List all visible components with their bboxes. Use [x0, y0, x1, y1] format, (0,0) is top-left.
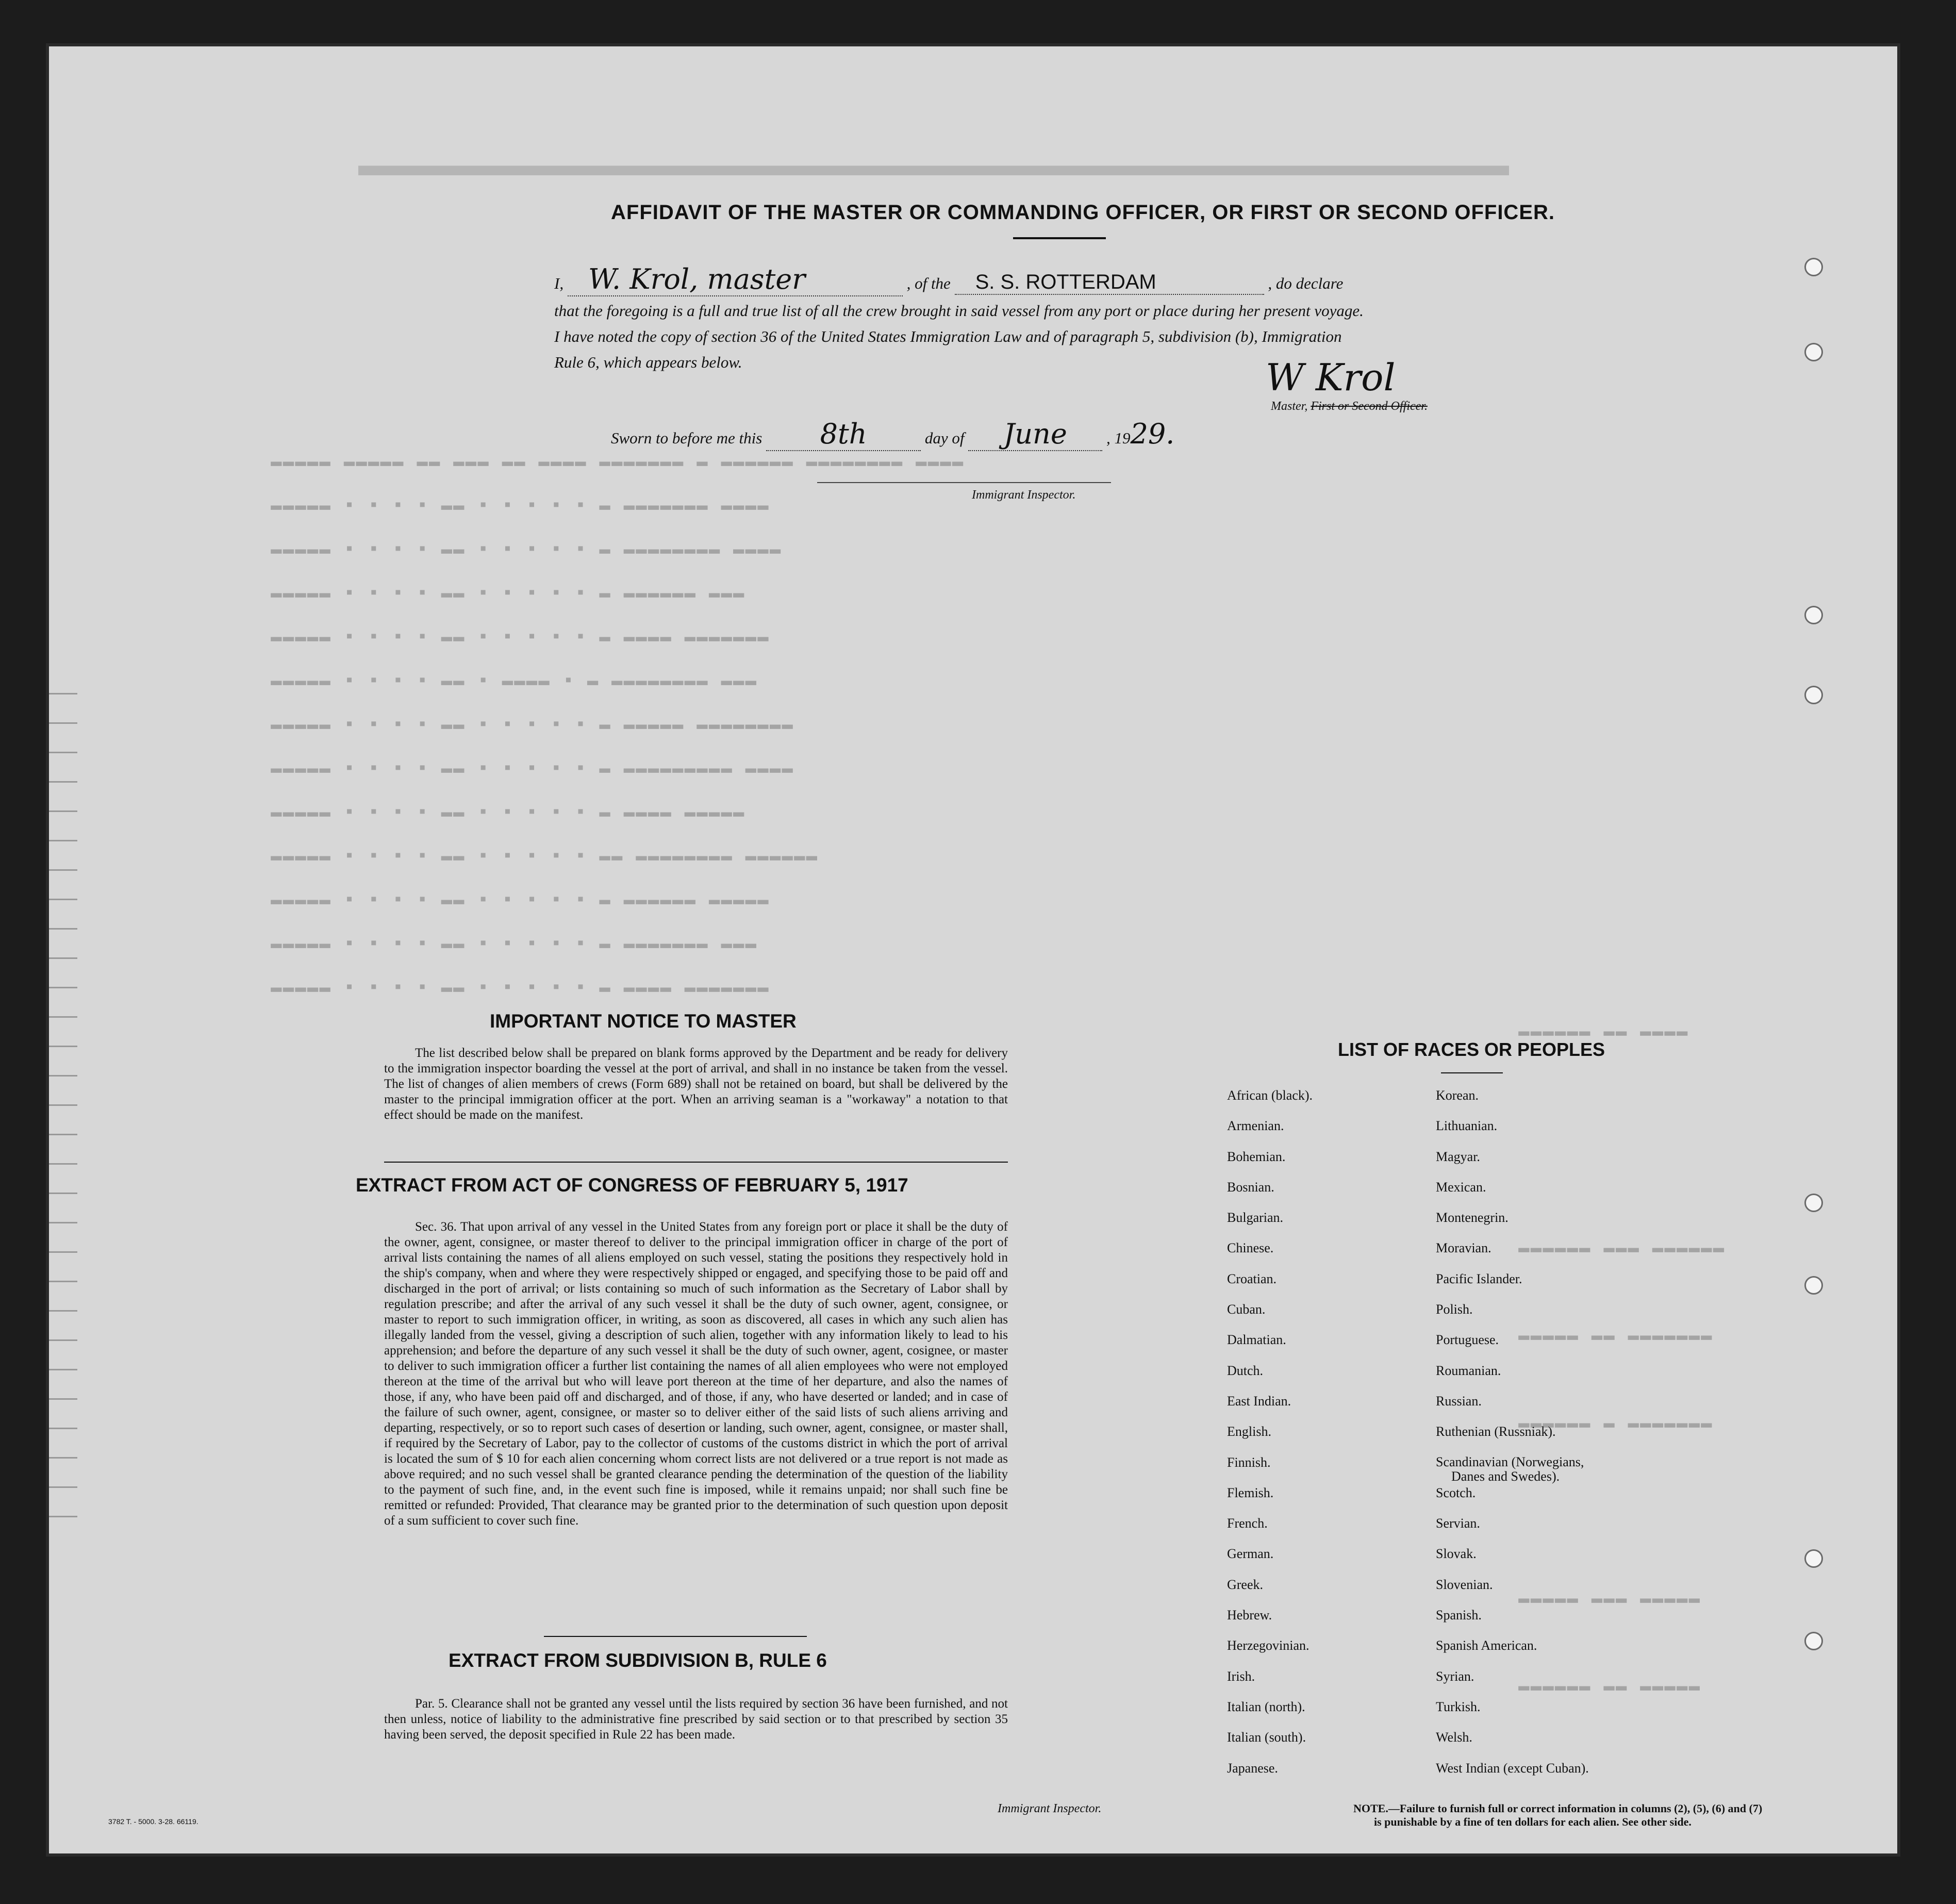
form-code: 3782 T. - 5000. 3-28. 66119.	[108, 1817, 198, 1826]
punch-hole	[1804, 1549, 1823, 1568]
race-item: Turkish.	[1436, 1699, 1481, 1714]
inspector-caption: Immigrant Inspector.	[972, 488, 1076, 502]
race-item: Dutch.	[1227, 1363, 1264, 1378]
races-title: LIST OF RACES OR PEOPLES	[1338, 1039, 1605, 1060]
bleed-through-row: ▬▬▬▬▬ ▪ ▪ ▪ ▪ ▬▬ ▪ ▪ ▪ ▪ ▪ ▬ ▬▬▬▬▬ ▬▬▬▬▬▬▬▬	[271, 714, 794, 735]
bleed-through-row: ▬▬▬▬▬ ▪ ▪ ▪ ▪ ▬▬ ▪ ▪ ▪ ▪ ▪ ▬ ▬▬▬▬▬▬ ▬▬▬	[271, 583, 745, 604]
punch-hole	[1804, 343, 1823, 361]
affidavit-line-1: I, W. Krol, master , of the S. S. ROTTERDAM , do declare	[554, 263, 1344, 295]
race-item: Welsh.	[1436, 1730, 1472, 1745]
race-item: Irish.	[1227, 1668, 1255, 1684]
bleed-through-row: ▬▬▬▬▬ ▪ ▪ ▪ ▪ ▬▬ ▪ ▪ ▪ ▪ ▪ ▬ ▬▬▬▬▬▬▬▬ ▬▬▬▬	[271, 539, 782, 560]
bleed-through-row: ▬▬▬▬▬ ▪ ▪ ▪ ▪ ▬▬ ▪ ▪ ▪ ▪ ▪ ▬ ▬▬▬▬ ▬▬▬▬▬	[271, 802, 745, 823]
race-item: Bosnian.	[1227, 1179, 1274, 1195]
affidavit-title: AFFIDAVIT OF THE MASTER OR COMMANDING OFFICER, OR FIRST OR SECOND OFFICER.	[611, 201, 1555, 224]
bleed-through-row: ▬▬▬▬▬ ▪ ▪ ▪ ▪ ▬▬ ▪ ▪ ▪ ▪ ▪ ▬ ▬▬▬▬ ▬▬▬▬▬▬▬	[271, 626, 770, 648]
race-item: Bohemian.	[1227, 1149, 1286, 1164]
affidavit-line-2: that the foregoing is a full and true list of all the crew brought in said vessel from any port or place during her present voyage.	[554, 302, 1364, 320]
title-rule	[1013, 237, 1106, 239]
race-item: Dalmatian.	[1227, 1332, 1286, 1348]
race-item: Spanish American.	[1436, 1638, 1537, 1653]
race-item: French.	[1227, 1516, 1268, 1531]
race-item: Flemish.	[1227, 1485, 1274, 1500]
race-item: English.	[1227, 1424, 1271, 1439]
race-item: Moravian.	[1436, 1240, 1491, 1256]
punch-hole	[1804, 1632, 1823, 1650]
race-item: Russian.	[1436, 1393, 1482, 1409]
master-signature: W Krol	[1266, 356, 1396, 399]
bleed-through-heading: ▬▬▬▬▬▬▬▬▬▬▬▬▬▬▬▬▬▬▬▬▬▬▬▬▬▬▬▬▬▬▬▬▬▬▬▬	[358, 147, 1509, 183]
race-item: Finnish.	[1227, 1454, 1271, 1470]
bleed-through-row: ▬▬▬▬▬▬ ▬▬▬ ▬▬▬▬▬▬	[1518, 1237, 1726, 1259]
race-item: Lithuanian.	[1436, 1118, 1498, 1134]
sworn-day-field: 8th	[766, 418, 921, 451]
bleed-through-row: ▬▬▬▬▬ ▪ ▪ ▪ ▪ ▬▬ ▪ ▪ ▪ ▪ ▪ ▬ ▬▬▬▬ ▬▬▬▬▬▬▬	[271, 977, 770, 998]
bleed-through-row: ▬▬▬▬▬ ▬▬▬▬▬ ▬▬ ▬▬▬ ▬▬ ▬▬▬▬ ▬▬▬▬▬▬▬ ▬ ▬▬▬▬▬▬ ▬▬▬▬▬▬▬▬ ▬▬▬▬	[271, 451, 965, 472]
race-item: German.	[1227, 1546, 1274, 1562]
bleed-through-row: ▬▬▬▬▬ ▪ ▪ ▪ ▪ ▬▬ ▪ ▪ ▪ ▪ ▪ ▬ ▬▬▬▬▬▬▬ ▬▬▬	[271, 933, 758, 954]
inspector-signature-line	[817, 482, 1111, 483]
race-item: Roumanian.	[1436, 1363, 1501, 1378]
punch-hole	[1804, 1194, 1823, 1212]
race-item: Spanish.	[1436, 1608, 1482, 1623]
race-item: Scotch.	[1436, 1485, 1476, 1500]
bleed-through-row: ▬▬▬▬▬▬ ▬ ▬▬▬▬▬▬▬	[1518, 1413, 1713, 1434]
notice-title: IMPORTANT NOTICE TO MASTER	[490, 1011, 797, 1032]
race-item: Hebrew.	[1227, 1608, 1272, 1623]
bleed-through-row: ▬▬▬▬▬ ▪ ▪ ▪ ▪ ▬▬ ▪ ▪ ▪ ▪ ▪ ▬ ▬▬▬▬▬▬ ▬▬▬▬▬	[271, 889, 770, 910]
bleed-through-row: ▬▬▬▬▬ ▪ ▪ ▪ ▪ ▬▬ ▪ ▪ ▪ ▪ ▪ ▬▬ ▬▬▬▬▬▬▬▬ ▬▬▬▬▬▬	[271, 846, 819, 867]
race-item: Armenian.	[1227, 1118, 1284, 1134]
race-item: Korean.	[1436, 1088, 1479, 1103]
race-item: Portuguese.	[1436, 1332, 1499, 1348]
race-item: Montenegrin.	[1436, 1210, 1509, 1226]
race-item: Polish.	[1436, 1302, 1473, 1317]
notice-text: The list described below shall be prepared on blank forms approved by the Department and be ready for delivery to the immigration inspector boarding the vessel at the port of arrival, and shall in no instance be taken from the vessel. The list of changes of alien members of crews (Form 689) shall not be retained on board, but shall be delivered by the master to the principal immigration officer at the port. When an arriving seaman is a "workaway" a notation to that effect should be made on the manifest.	[384, 1046, 1008, 1122]
race-item: West Indian (except Cuban).	[1436, 1760, 1589, 1776]
races-divider	[1441, 1072, 1503, 1073]
race-item: Syrian.	[1436, 1668, 1474, 1684]
race-item: Pacific Islander.	[1436, 1271, 1522, 1286]
race-item: Cuban.	[1227, 1302, 1266, 1317]
bleed-through-row: ▬▬▬▬▬ ▬▬▬ ▬▬▬▬▬	[1518, 1588, 1701, 1609]
race-item: Italian (south).	[1227, 1730, 1306, 1745]
sworn-year-field: 29.	[1130, 418, 1175, 450]
affidavit-line-4: Rule 6, which appears below.	[554, 353, 742, 371]
sworn-month-field: June	[968, 418, 1102, 451]
race-item: Greek.	[1227, 1577, 1264, 1592]
bleed-through-row: ▬▬▬▬▬ ▬▬ ▬▬▬▬▬▬▬	[1518, 1325, 1713, 1346]
bleed-through-row: ▬▬▬▬▬ ▪ ▪ ▪ ▪ ▬▬ ▪ ▪ ▪ ▪ ▪ ▬ ▬▬▬▬▬▬▬▬▬ ▬▬▬▬	[271, 758, 794, 779]
bleed-through-row: ▬▬▬▬▬ ▪ ▪ ▪ ▪ ▬▬ ▪ ▪ ▪ ▪ ▪ ▬ ▬▬▬▬▬▬▬ ▬▬▬▬	[271, 495, 770, 516]
race-item: Bulgarian.	[1227, 1210, 1284, 1226]
rule6-text: Par. 5. Clearance shall not be granted any vessel until the lists required by section 36 have been furnished, and not then unless, notice of liability to the administrative fine prescribed by said section or to that prescribed by section 35 having been served, the deposit specified in Rule 22 has been made.	[384, 1697, 1008, 1742]
race-item: Slovenian.	[1436, 1577, 1493, 1592]
footer-inspector-caption: Immigrant Inspector.	[998, 1802, 1102, 1815]
punch-hole	[1804, 606, 1823, 624]
race-item: Ruthenian (Russniak).	[1436, 1424, 1556, 1439]
race-item: Slovak.	[1436, 1546, 1477, 1562]
sworn-line: Sworn to before me this 8th day of June , 1929.	[611, 418, 1175, 450]
punch-hole	[1804, 1276, 1823, 1295]
signature-caption: Master, First or Second Officer.	[1271, 400, 1428, 413]
footer-note: NOTE.—Failure to furnish full or correct information in columns (2), (5), (6) and (7) is punishable by a fine of ten dollars for each alien. See other side.	[1353, 1802, 1763, 1828]
manifest-page	[49, 46, 1897, 1853]
affidavit-line-3: I have noted the copy of section 36 of the United States Immigration Law and of paragraph 5, subdivision (b), Immigration	[554, 327, 1342, 345]
race-item: Mexican.	[1436, 1179, 1486, 1195]
race-item: Chinese.	[1227, 1240, 1274, 1256]
race-item: Italian (north).	[1227, 1699, 1305, 1714]
act-text: Sec. 36. That upon arrival of any vessel in the United States from any foreign port or place it shall be the duty of the owner, agent, consignee, or master thereof to deliver to the principal immigration officer in charge of the port of arrival lists containing the names of all aliens employed on such vessel, stating the positions they respectively hold in the ship's company, when and where they were respectively shipped or engaged, and specifying those to be paid off and discharged in the port of arrival; or lists containing so much of such information as the Secretary of Labor shall by regulation prescribe; and after the arrival of any such vessel it shall be the duty of such owner, agent, consignee, or master to report to such immigration officer, in writing, as soon as discovered, all cases in which any such alien has illegally landed from the vessel, giving a description of such alien, together with any information likely to lead to his apprehension; and before the departure of any such vessel it shall be the duty of such owner, agent, cosignee, or master to deliver to such immigration officer a further list containing the names of all alien employees who were not employed thereon at the time of the arrival but who will leave port thereon at the time of her departure, and also the names of those, if any, who have been paid off and discharged, and of those, if any, who have deserted or landed; and in case of the failure of such owner, agent, consignee, or master so to deliver either of the said lists of such aliens arriving and departing, respectively, or so to report such cases of desertion or landing, such owner, agent, consignee, or master shall, if required by the Secretary of Labor, pay to the collector of customs of the customs district in which the port of arrival is located the sum of $ 10 for each alien concerning whom correct lists are not delivered or a true report is not made as above required; and no such vessel shall be granted clearance pending the determination of the question of the liability to the payment of such fine, and, in the event such fine is imposed, while it remains unpaid; nor shall such fine be remitted or refunded: Provided, That clearance may be granted prior to the determination of such question upon deposit of a sum sufficient to cover such fine.	[384, 1220, 1008, 1528]
race-item: African (black).	[1227, 1088, 1313, 1103]
race-item: Herzegovinian.	[1227, 1638, 1309, 1653]
race-item: Croatian.	[1227, 1271, 1277, 1286]
bleed-through-row: ▬▬▬▬▬▬ ▬▬ ▬▬▬▬▬	[1518, 1676, 1701, 1697]
punch-hole	[1804, 258, 1823, 276]
races-list-left	[1227, 1088, 1313, 1791]
bleed-through-row: ▬▬▬▬▬▬ ▬▬ ▬▬▬▬	[1518, 1021, 1689, 1042]
punch-hole	[1804, 686, 1823, 704]
race-item: Servian.	[1436, 1516, 1480, 1531]
act-title: EXTRACT FROM ACT OF CONGRESS OF FEBRUARY 5, 1917	[356, 1174, 908, 1196]
left-margin-grid	[49, 665, 77, 1542]
bleed-through-row: ▬▬▬▬▬ ▪ ▪ ▪ ▪ ▬▬ ▪ ▬▬▬▬ ▪ ▬ ▬▬▬▬▬▬▬▬ ▬▬▬	[271, 670, 758, 691]
race-item: Magyar.	[1436, 1149, 1480, 1164]
race-item: East Indian.	[1227, 1393, 1291, 1409]
master-name-field: W. Krol, master	[568, 263, 903, 296]
rule6-title: EXTRACT FROM SUBDIVISION B, RULE 6	[449, 1650, 827, 1671]
notice-divider	[384, 1162, 1008, 1163]
races-list-right	[1436, 1088, 1589, 1791]
vessel-name-field: S. S. ROTTERDAM	[955, 271, 1264, 295]
act-divider	[544, 1636, 807, 1637]
race-item: Japanese.	[1227, 1760, 1278, 1776]
race-item: Scandinavian (Norwegians, Danes and Swedes).	[1436, 1454, 1584, 1484]
